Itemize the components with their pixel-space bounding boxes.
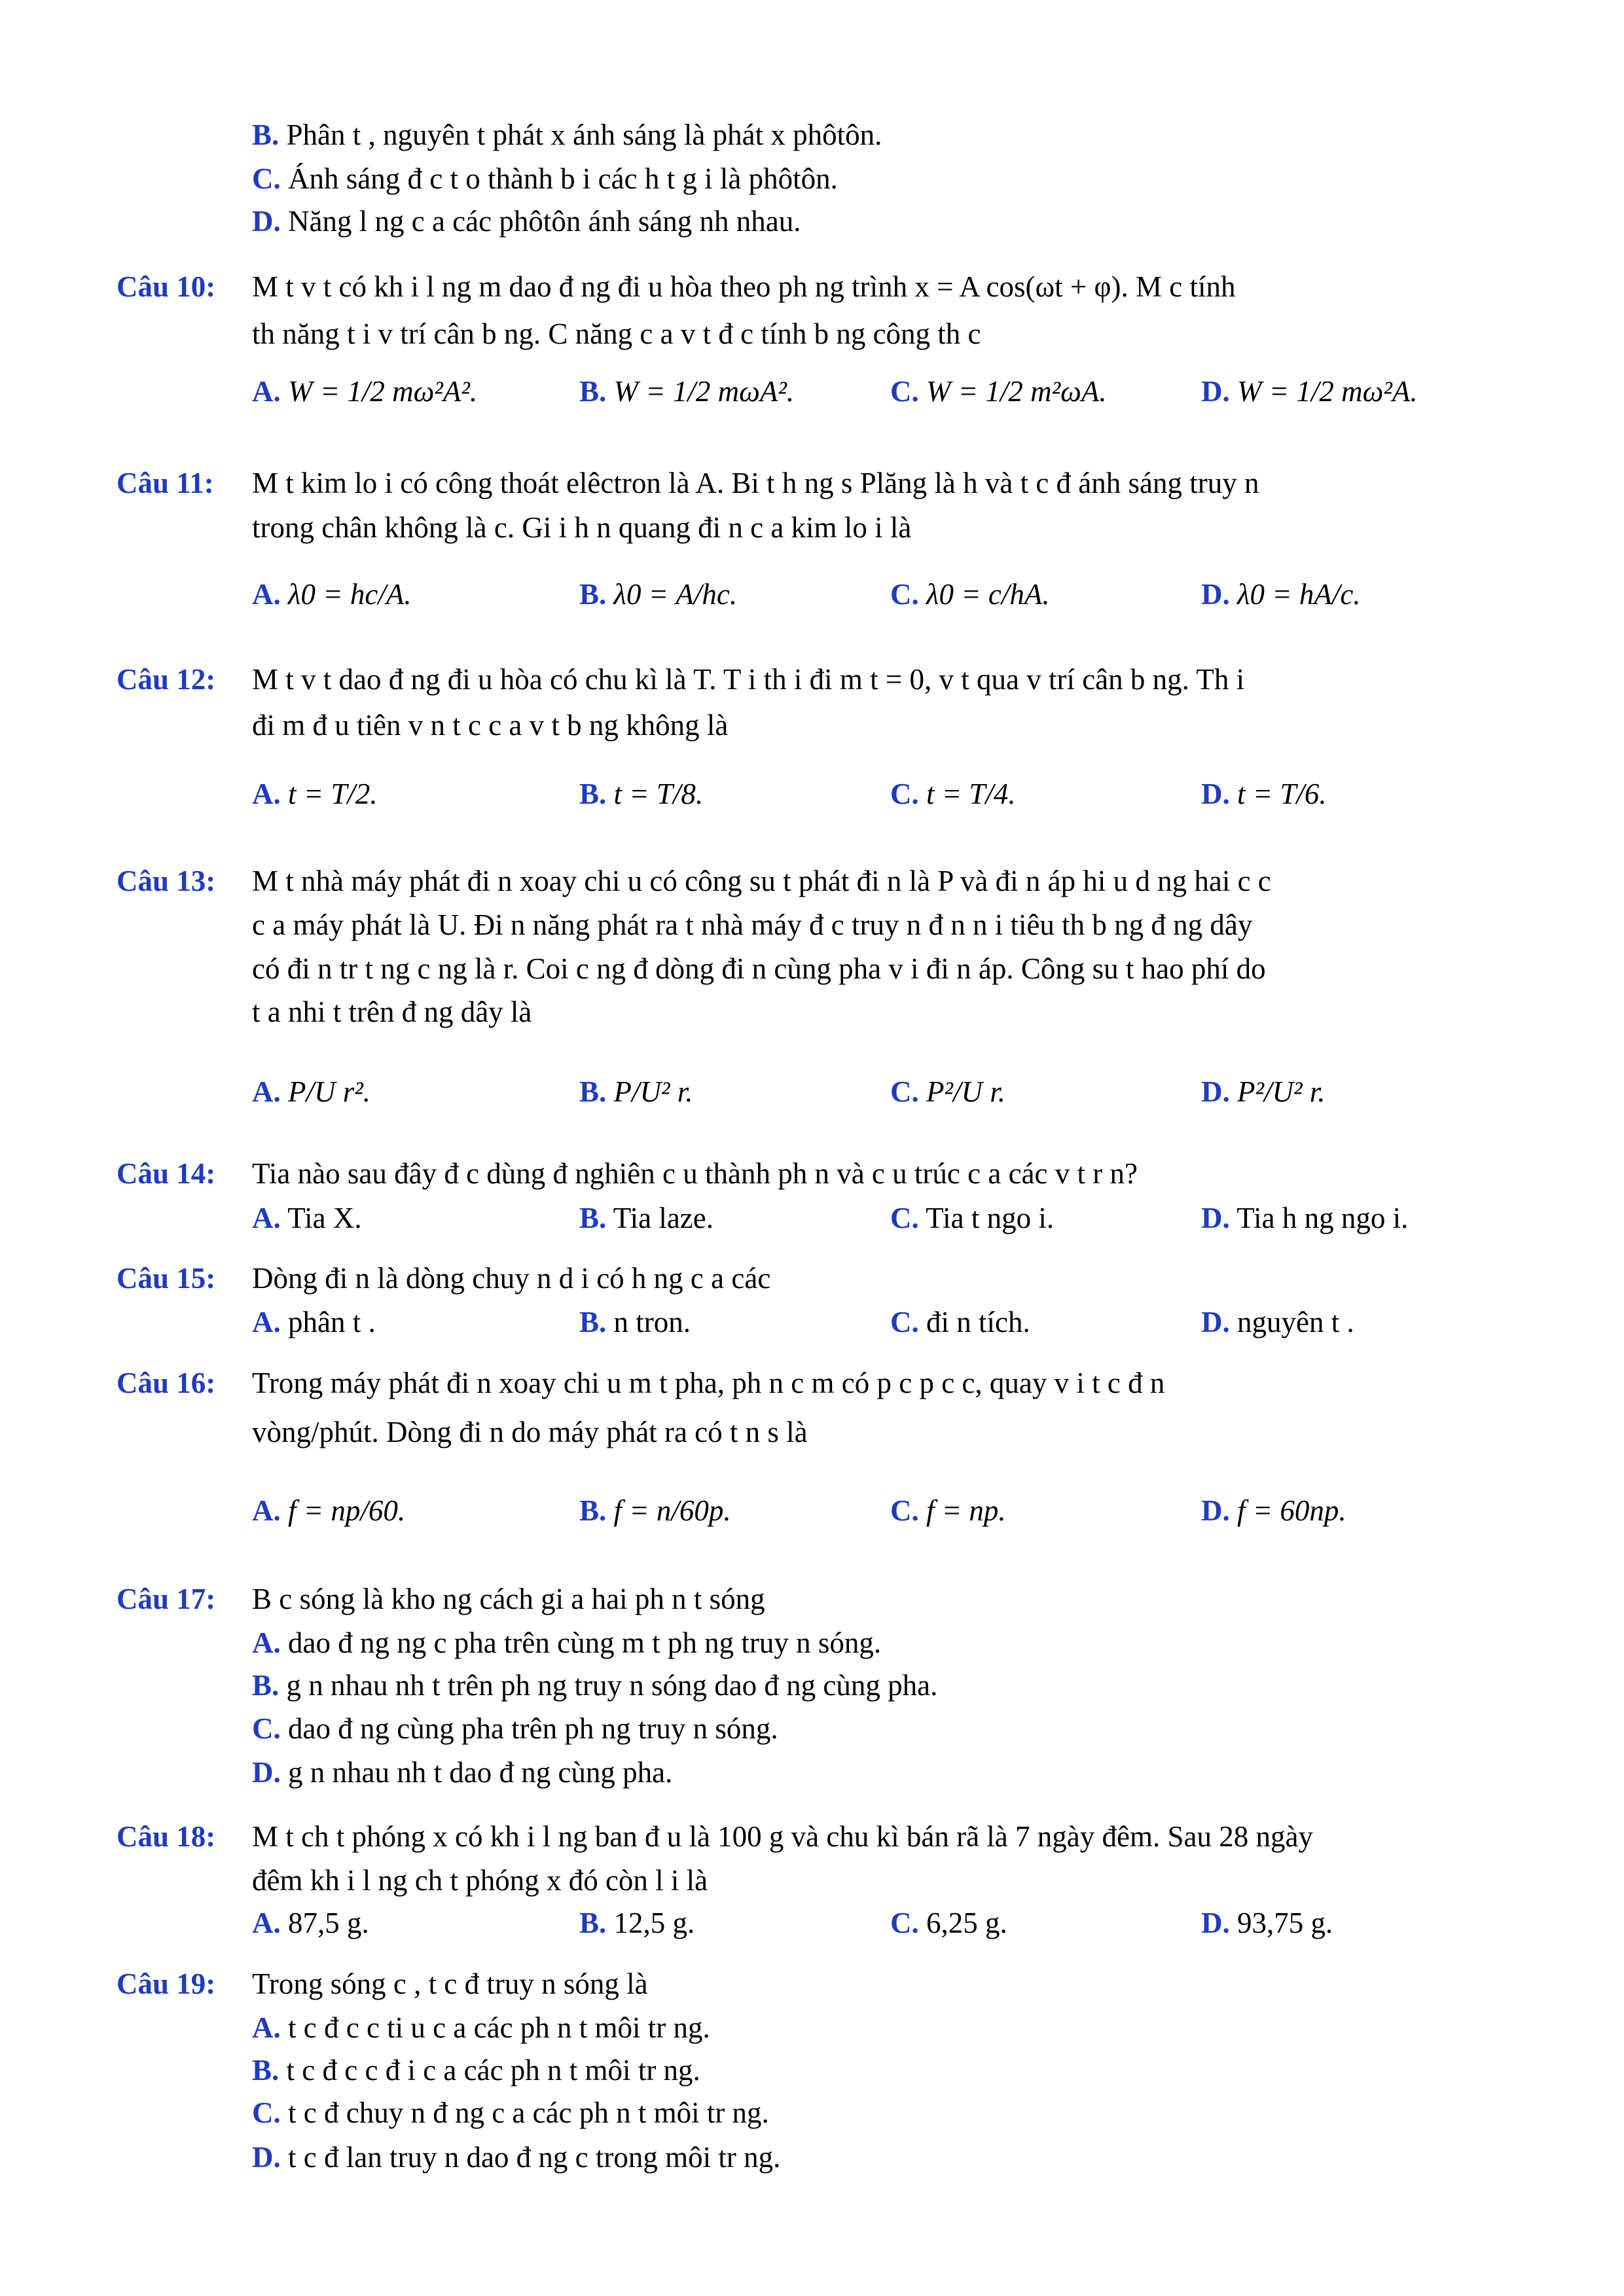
question-text: M t ch t phóng x có kh i l ng ban đ u là 100 g và chu kì bán rã là 7 ngày đêm. Sau 28 ngày <box>252 1820 1313 1853</box>
option-a: A. t c đ c c ti u c a các ph n t môi tr ng. <box>252 2011 710 2044</box>
option-b: B. g n nhau nh t trên ph ng truy n sóng dao đ ng cùng pha. <box>252 1669 938 1702</box>
prev-option-b: B. Phân t , nguyên t phát x ánh sáng là phát x phôtôn. <box>252 118 882 151</box>
option-d: D. t c đ lan truy n dao đ ng c trong môi tr ng. <box>252 2141 781 2174</box>
question-number: Câu 12: <box>117 663 216 696</box>
question-text: Tia nào sau đây đ c dùng đ nghiên c u thành ph n và c u trúc c a các v t r n? <box>252 1157 1138 1190</box>
question-number: Câu 10: <box>117 270 216 303</box>
question-number: Câu 18: <box>117 1820 216 1853</box>
question-text: Trong máy phát đi n xoay chi u m t pha, ph n c m có p c p c c, quay v i t c đ n <box>252 1367 1165 1399</box>
option-c: C. 6,25 g. <box>890 1907 1007 1939</box>
option-a: A. W = 1/2 mω²A². <box>252 375 478 408</box>
option-d: D. Tia h ng ngo i. <box>1201 1202 1409 1234</box>
option-d: D. g n nhau nh t dao đ ng cùng pha. <box>252 1756 673 1789</box>
option-a: A. P/U r². <box>252 1075 370 1108</box>
option-b: B. t c đ c c đ i c a các ph n t môi tr ng. <box>252 2054 700 2087</box>
question-text: đi m đ u tiên v n t c c a v t b ng không là <box>252 709 729 742</box>
question-number: Câu 14: <box>117 1157 216 1190</box>
question-number: Câu 13: <box>117 865 216 897</box>
option-c: C. t c đ chuy n đ ng c a các ph n t môi tr ng. <box>252 2096 769 2129</box>
question-text: M t kim lo i có công thoát elêctron là A. Bi t h ng s Plăng là h và t c đ ánh sáng truy n <box>252 467 1259 499</box>
option-d: D. nguyên t . <box>1201 1306 1354 1338</box>
option-c: C. dao đ ng cùng pha trên ph ng truy n sóng. <box>252 1712 778 1745</box>
option-b: B. λ0 = A/hc. <box>579 578 738 611</box>
question-text: có đi n tr t ng c ng là r. Coi c ng đ dòng đi n cùng pha v i đi n áp. Công su t hao phí do <box>252 952 1266 985</box>
question-number: Câu 19: <box>117 1967 216 2000</box>
question-text: t a nhi t trên đ ng dây là <box>252 996 532 1028</box>
option-b: B. n tron. <box>579 1306 691 1338</box>
option-d: D. P²/U² r. <box>1201 1075 1326 1108</box>
option-d: D. λ0 = hA/c. <box>1201 578 1361 611</box>
option-a: A. dao đ ng ng c pha trên cùng m t ph ng truy n sóng. <box>252 1626 882 1659</box>
question-text: th năng t i v trí cân b ng. C năng c a v t đ c tính b ng công th c <box>252 317 981 350</box>
question-number: Câu 17: <box>117 1583 216 1615</box>
option-c: C. λ0 = c/hA. <box>890 578 1050 611</box>
question-text: trong chân không là c. Gi i h n quang đi n c a kim lo i là <box>252 511 912 544</box>
option-c: C. f = np. <box>890 1494 1006 1527</box>
prev-option-d: D. Năng l ng c a các phôtôn ánh sáng nh nhau. <box>252 205 801 238</box>
option-a: A. 87,5 g. <box>252 1907 369 1939</box>
option-b: B. 12,5 g. <box>579 1907 695 1939</box>
option-b: B. f = n/60p. <box>579 1494 731 1527</box>
option-c: C. t = T/4. <box>890 778 1016 810</box>
option-d: D. t = T/6. <box>1201 778 1327 810</box>
question-text: M t v t có kh i l ng m dao đ ng đi u hòa theo ph ng trình x = A cos(ωt + φ). M c tính <box>252 270 1236 303</box>
option-a: A. t = T/2. <box>252 778 378 810</box>
question-text: M t nhà máy phát đi n xoay chi u có công su t phát đi n là P và đi n áp hi u d ng hai c c <box>252 865 1271 897</box>
option-b: B. Tia laze. <box>579 1202 714 1234</box>
option-a: A. f = np/60. <box>252 1494 406 1527</box>
question-text: vòng/phút. Dòng đi n do máy phát ra có t n s là <box>252 1416 808 1448</box>
option-c: C. W = 1/2 m²ωA. <box>890 375 1107 408</box>
option-c: C. Tia t ngo i. <box>890 1202 1055 1234</box>
option-d: D. W = 1/2 mω²A. <box>1201 375 1418 408</box>
question-text: c a máy phát là U. Đi n năng phát ra t nhà máy đ c truy n đ n n i tiêu th b ng đ ng dây <box>252 908 1253 941</box>
option-b: B. P/U² r. <box>579 1075 693 1108</box>
option-d: D. 93,75 g. <box>1201 1907 1333 1939</box>
option-a: A. Tia X. <box>252 1202 362 1234</box>
question-text: M t v t dao đ ng đi u hòa có chu kì là T. T i th i đi m t = 0, v t qua v trí cân b ng. Th i <box>252 663 1245 696</box>
prev-option-c: C. Ánh sáng đ c t o thành b i các h t g i là phôtôn. <box>252 162 838 195</box>
question-number: Câu 11: <box>117 467 214 499</box>
option-b: B. t = T/8. <box>579 778 704 810</box>
question-number: Câu 15: <box>117 1262 216 1295</box>
question-text: đêm kh i l ng ch t phóng x đó còn l i là <box>252 1864 708 1897</box>
question-text: Trong sóng c , t c đ truy n sóng là <box>252 1967 648 2000</box>
question-number: Câu 16: <box>117 1367 216 1399</box>
option-a: A. λ0 = hc/A. <box>252 578 412 611</box>
option-a: A. phân t . <box>252 1306 376 1338</box>
option-c: C. P²/U r. <box>890 1075 1006 1108</box>
question-text: B c sóng là kho ng cách gi a hai ph n t sóng <box>252 1583 765 1615</box>
option-d: D. f = 60np. <box>1201 1494 1346 1527</box>
question-text: Dòng đi n là dòng chuy n d i có h ng c a các <box>252 1262 771 1295</box>
option-b: B. W = 1/2 mωA². <box>579 375 795 408</box>
option-c: C. đi n tích. <box>890 1306 1030 1338</box>
